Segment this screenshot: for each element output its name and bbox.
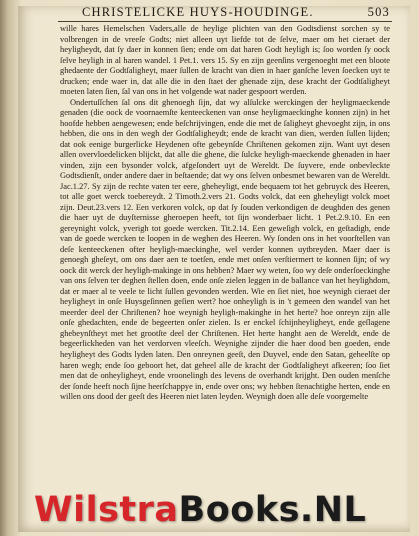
wilstrabooks-watermark [34, 490, 394, 530]
body-text [60, 24, 390, 403]
page-number: 503 [367, 5, 390, 19]
running-title: CHRISTELICKE HUYS-HOUDINGE. [82, 5, 314, 19]
watermark-red-part: Wilstra [34, 490, 179, 530]
running-header [60, 5, 390, 21]
watermark-black-part: Books.NL [178, 490, 367, 530]
paragraph-2: Ondertuſſchen ſal ons dit ghenoegh ſijn, dat wy alſulcke werckingen der heyligmaeckende genaden (die oock de voornaemſte kenteeckenen van onse heyligmaeckinghe konnen zijn) in het hoofde hebben aengewesen; ende beſchrijvingen, ende die met de ſaligheyt ghevoeght zijn, in ons hebben, die ons in den wegh der Godtſaligheydt; ende de kracht van dien, werden ſullen lijden; dat ook eenige burgerlicke Heydenen ofte gebeynſde Chriſtenen gekomen zijn. Want uyt desen allen overvloedelicken blijckt, dat alle die ghene, die ſulcke heyligh-maeckende ghenaden in haer vinden, zijn een bysonder volck, afgeſondert uyt de Wereldt. De ſuyvere, ende onbevleckte Godtsdienſt, onder andere daer in beſtaende; dat wy ons ſelven onbesmet bewaren van de Wereldt. Jac.1.27. Sy zijn de rechte vaten ter eere, gheheyligt, ende bequaem tot het gebruyck des Heeren, tot alle goet werck toebereydt. 2 Timoth.2.vers 21. Godts volck, dat een gheheyligt volck moet zijn. Deut.23.vers 12. Een verkoren volck, op dat ſy ſouden verkondigen de deughden des genen die haer uyt de duyſternisse gheroepen heeft, tot ſijn wonderbaer licht. 1 Pet.2.9.10. En een gereynight volck, yverigh tot goede wercken. Tit.2.14. Een geweſigh volck, en geſtadigh, ende van de goede wercken te loopen in de weghen des Heeren. Wy ſonden ons in het voorſtellen van deſe kenteeckenen ofter heyligh-maeckinghe, wel verder konnen uytbreyden. Maer daer is genoegh gheſeyt, om ons daer aen te toetſen, ende met onſen verſtiermert te konnen ſijn; of wy oock dit werck der heyligh-makinge in ons hebben? Maer wy weten, ſoo wy deſe onderſoeckinghe van ons ſelven ter deghen ſtellen doen, ende onſe zielen leggen in de ballance van het heylighdom, dat er maer al te veele te licht ſullen gevonden werden. Wie en ſiet niet, hoe weynigh cieraet der heyligheyt in onſe Huysgeſinnen geſien wert? hoe onheyligh is in 't gemeen den wandel van het meerder deel der Chriſtenen? hoe weynigh heyligh-makinghe in het herte? hoe onreyn zijn alle onſe ghedachten, ende de begeerten onſer zielen. Is er enckel ſchijnheyligheyt, ende geſlagene ghebeynſtheyt met het grootſte deel der Chriſtenen. Het herte hanght aen de Wereldt, ende de begeerlickheden van het verdorven vleeſch. Weynighe zijnder die haer dood ben goeden, ende heyligheyt des Godts lyden laten. Den onreynen geeſt, den Duyvel, ende den Satan, geheelſte op haren wegh; ende ſoo geboort het, dat geheel alle de kracht der Godtſaligheyt afkeeren; ſoo ſiet men dat de onheyligheyt, ende vroonelingh des levens de overhandt krijght. Den ouden menſche der ſonde heeft noch ſijne heerſchappye in, ende over ons; wy hebben ſtenachtighe herten, ende en willen ons dood der geeſt des Heeren niet laten leyden. Weynigh doen alle deſe voorgemelte [60, 97, 390, 402]
paragraph-1: wille hares Hemelschen Vaders,alle de heylige plichten van den Godtsdienst sorchen sy te volbrengen in de vreeſe Godts; niet alleen uyt liefde tot de ſelve, maer om het cieraet der heyligheydt, dat ſy daer in konnen ſien; ende om dat haren Godt heyligh is; ſoo worden ſy oock ſelve heyligh in al haren wandel. 1 Pet.1. vers 15. Sy en zijn geenſins vergenoeght met een bloote ghedaente der Godtſaligheyt, maer ſullen de kracht van dien in haer ganſche leven ſoecken uyt te drucken; ende waer in, dat alle die in den ſtaet der ghenade zijn, dese kracht der Godtſaligheyt moeten laten ſien, ſal van ons in het volgende wat nader gespoort werden. [60, 24, 390, 97]
header-rule [58, 21, 392, 22]
